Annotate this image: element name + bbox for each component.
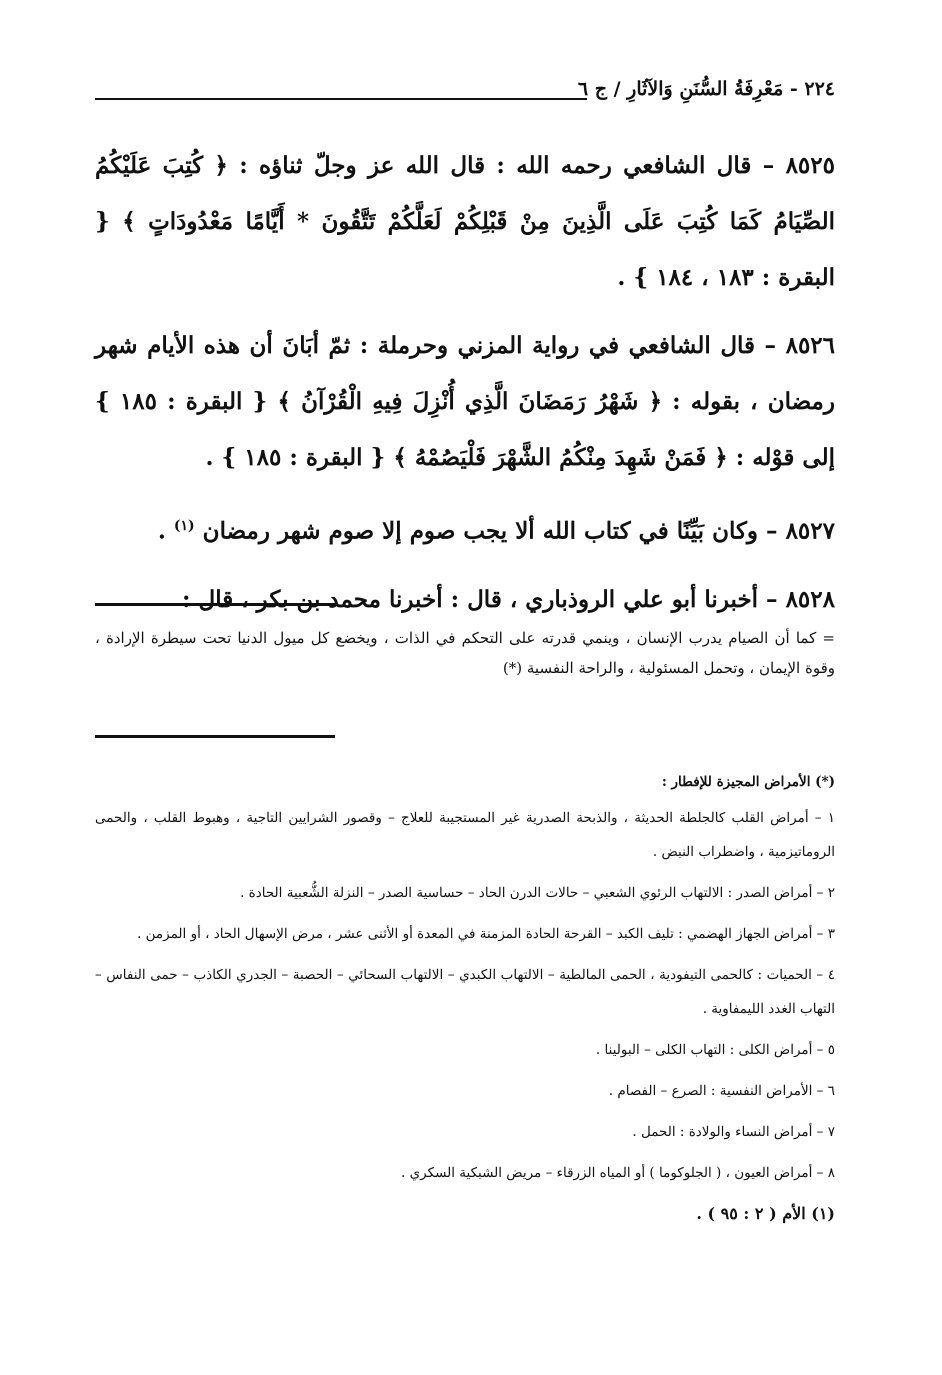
paragraph-text: – أخبرنا أبو علي الروذباري ، قال : أخبرنا محمد بن بكر ، قال : — [182, 585, 778, 613]
footnote-item: ٥ – أمراض الكلى : التهاب الكلى – البولينا . — [595, 1042, 835, 1058]
footnote-item: ٦ – الأمراض النفسية : الصرع – الفصام . — [608, 1083, 835, 1099]
paragraph-text: – وكان بَيِّنًا في كتاب الله ألا يجب صوم إلا صوم شهر رمضان — [202, 517, 778, 545]
running-title: ٢٢٤ - مَعْرِفَةُ السُّنَنِ وَالآثَارِ / ج ٦ — [577, 78, 835, 100]
footnote-marker: (١) — [173, 518, 195, 534]
footnote-item: ٢ – أمراض الصدر : الالتهاب الرئوي الشعبي – حالات الدرن الحاد – حساسية الصدر – النزلة الشُّعبية الحادة . — [240, 885, 835, 901]
note-marker: (*) — [502, 659, 523, 677]
main-text — [95, 138, 835, 640]
paragraph-8526 — [95, 318, 835, 486]
footnote-divider — [95, 603, 335, 606]
footnote-item: ٣ – أمراض الجهاز الهضمي : تليف الكبد – القرحة الحادة المزمنة في المعدة أو الأثنى عشر ، مرض الإسهال الحاد ، أو المزمن . — [137, 926, 835, 942]
footnote-item: ٤ – الحميات : كالحمى التيفودية ، الحمى المالطية – الالتهاب الكبدي – الالتهاب السحائي – الحصبة – الجدري الكاذب – حمى النفاس – التهاب الغدد الليمفاوية . — [95, 967, 835, 1017]
paragraph-end: . — [157, 517, 166, 545]
page-header — [95, 78, 835, 118]
footnote-reference: (١) الأم ( ٢ : ٩٥ ) . — [696, 1204, 835, 1223]
footnote-item: ٧ – أمراض النساء والولادة : الحمل . — [632, 1124, 835, 1140]
paragraph-number: ٨٥٢٥ — [785, 152, 835, 179]
header-rule — [95, 98, 587, 100]
continuation-note-text: = كما أن الصيام يدرب الإنسان ، وينمي قدرته على التحكم في الذات ، ويخضع كل ميول الدنيا تحت سيطرة الإرادة ، وقوة الإيمان ، وتحمل المسئولية ، والراحة النفسية — [95, 629, 835, 677]
paragraph-8525 — [95, 138, 835, 306]
footnote-heading: (*) الأمراض المجيزة للإفطار : — [661, 774, 835, 790]
footnotes — [95, 765, 835, 1231]
paragraph-8527 — [95, 498, 835, 560]
paragraph-8528 — [95, 572, 835, 628]
paragraph-number: ٨٥٢٨ — [785, 585, 835, 613]
footnote-divider-2 — [95, 735, 335, 738]
paragraph-text: – قال الشافعي في رواية المزني وحرملة : ثمّ أبَانَ أن هذه الأيام شهر رمضان ، بقوله : ﴿ شَهْرُ رَمَضَانَ الَّذِي أُنْزِلَ فِيهِ الْقُرْآنُ ﴾ { البقرة : ١٨٥ } إلى قوْله : ﴿ فَمَنْ شَهِدَ مِنْكُمُ الشَّهْرَ فَلْيَصُمْهُ ﴾ { البقرة : ١٨٥ } . — [95, 332, 835, 471]
footnote-item: ١ – أمراض القلب كالجلطة الحديثة ، والذبحة الصدرية غير المستجيبة للعلاج – وقصور الشرايين التاجية ، وهبوط القلب ، والحمى الروماتيزمية ، واضطراب النبض . — [95, 810, 835, 860]
continuation-note — [95, 623, 835, 683]
book-page — [95, 0, 835, 1375]
paragraph-number: ٨٥٢٧ — [785, 517, 835, 545]
paragraph-text: – قال الشافعي رحمه الله : قال الله عز وجلّ ثناؤه : ﴿ كُتِبَ عَلَيْكُمُ الصِّيَامُ كَمَا كُتِبَ عَلَى الَّذِينَ مِنْ قَبْلِكُمْ لَعَلَّكُمْ تَتَّقُونَ * أَيَّامًا مَعْدُودَاتٍ ﴾ { البقرة : ١٨٣ ، ١٨٤ } . — [95, 152, 835, 291]
footnote-item: ٨ – أمراض العيون ، ( الجلوكوما ) أو المياه الزرقاء – مريض الشبكية السكري . — [401, 1165, 835, 1181]
paragraph-number: ٨٥٢٦ — [785, 332, 836, 359]
